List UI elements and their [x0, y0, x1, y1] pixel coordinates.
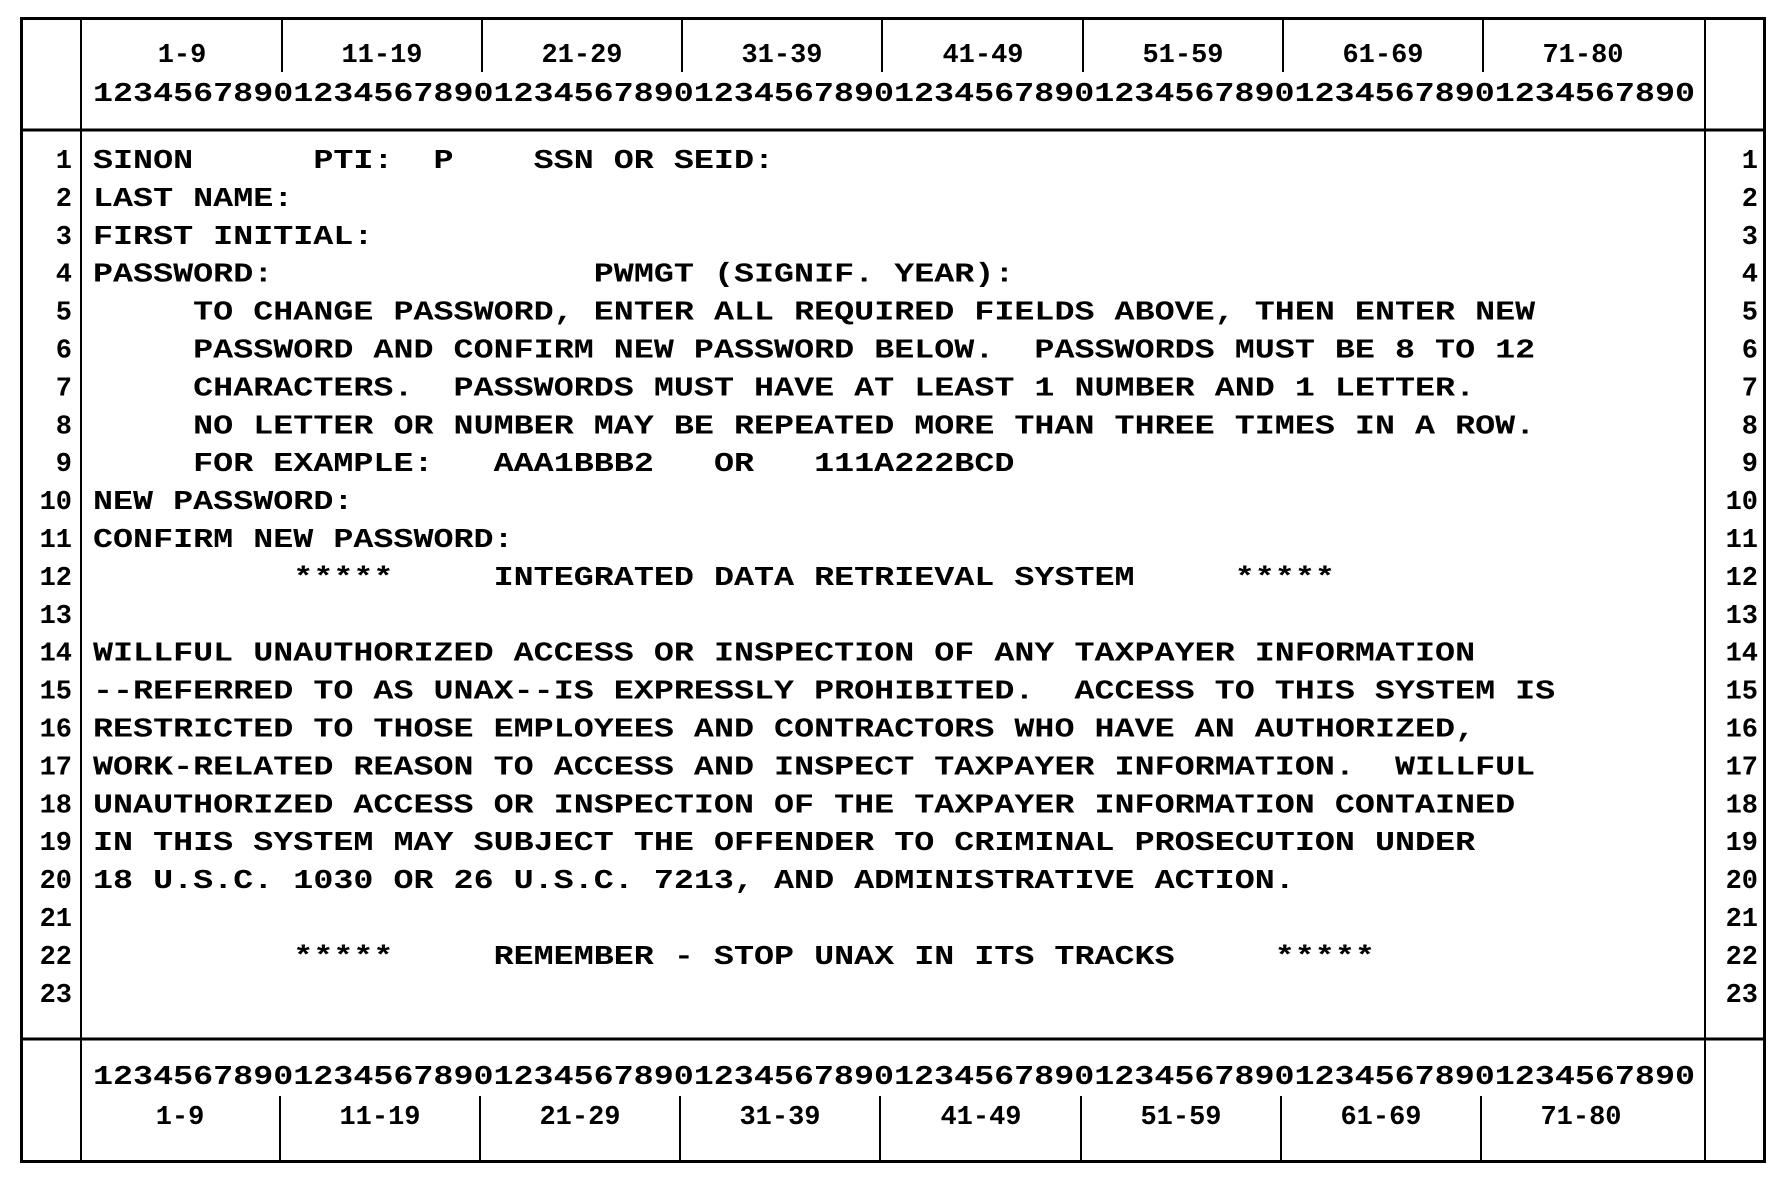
- screen-row-text: FOR EXAMPLE: AAA1BBB2 OR 111A222BCD: [93, 450, 1015, 481]
- screen-row-text: 18 U.S.C. 1030 OR 26 U.S.C. 7213, AND ADMINISTRATIVE ACTION.: [93, 867, 1295, 898]
- ruler-label: 71-80: [1540, 1103, 1622, 1133]
- ruler-label: 21-29: [539, 1103, 621, 1133]
- row-number-right: 12: [1725, 563, 1758, 594]
- top-ruler-digits: 12345678901234567890123456789012345678901234567890123456789012345678901234567890: [93, 80, 1695, 110]
- ruler-label: 61-69: [1340, 1103, 1422, 1133]
- ruler-label: 31-39: [739, 1103, 821, 1133]
- screen-row-text: TO CHANGE PASSWORD, ENTER ALL REQUIRED FIELDS ABOVE, THEN ENTER NEW: [93, 298, 1537, 329]
- ruler-label: 61-69: [1342, 41, 1424, 71]
- row-number-left: 14: [39, 639, 72, 670]
- screen-row-text: --REFERRED TO AS UNAX--IS EXPRESSLY PROHIBITED. ACCESS TO THIS SYSTEM IS: [93, 677, 1556, 708]
- bottom-ruler-digits: 12345678901234567890123456789012345678901234567890123456789012345678901234567890: [93, 1063, 1695, 1093]
- bottom-column-ruler: [93, 1063, 1695, 1133]
- screen-row-text: FIRST INITIAL:: [93, 222, 374, 253]
- row-number-right: 6: [1741, 336, 1758, 367]
- screen-row-text: CHARACTERS. PASSWORDS MUST HAVE AT LEAST 1 NUMBER AND 1 LETTER.: [93, 374, 1476, 405]
- row-number-right: 11: [1725, 526, 1758, 556]
- row-number-left: 10: [39, 488, 72, 519]
- row-number-left: 11: [39, 526, 72, 556]
- ruler-label: 31-39: [741, 41, 823, 71]
- screen-row-text: CONFIRM NEW PASSWORD:: [93, 526, 514, 556]
- ruler-label: 11-19: [341, 41, 423, 71]
- screen-row-text: PASSWORD: PWMGT (SIGNIF. YEAR):: [93, 260, 1015, 291]
- bottom-ruler-labels: [156, 1103, 1622, 1133]
- screen-rows: [40, 147, 1758, 1011]
- row-number-left: 5: [55, 298, 72, 329]
- screen-row-text: PASSWORD AND CONFIRM NEW PASSWORD BELOW. PASSWORDS MUST BE 8 TO 12: [93, 336, 1536, 367]
- row-number-right: 23: [1725, 980, 1758, 1011]
- row-number-left: 21: [39, 905, 72, 935]
- row-number-right: 4: [1741, 260, 1758, 291]
- row-number-right: 15: [1725, 677, 1758, 708]
- ruler-label: 21-29: [541, 41, 623, 71]
- row-number-right: 9: [1741, 450, 1758, 481]
- row-number-right: 17: [1725, 753, 1758, 784]
- row-number-right: 19: [1725, 829, 1758, 860]
- row-number-left: 19: [39, 829, 72, 860]
- row-number-left: 13: [39, 601, 72, 632]
- row-number-left: 22: [39, 942, 72, 973]
- top-column-ruler: [93, 41, 1695, 110]
- screen-row-text: SINON PTI: P SSN OR SEID:: [93, 147, 774, 177]
- row-number-right: 5: [1741, 298, 1758, 329]
- screen-row-text: LAST NAME:: [93, 184, 294, 215]
- ruler-label: 11-19: [339, 1103, 421, 1133]
- row-number-left: 6: [55, 336, 72, 367]
- row-number-left: 9: [55, 450, 72, 481]
- row-number-left: 20: [39, 867, 72, 898]
- screen-row-text: IN THIS SYSTEM MAY SUBJECT THE OFFENDER TO CRIMINAL PROSECUTION UNDER: [93, 829, 1477, 860]
- row-number-right: 18: [1725, 791, 1758, 822]
- ruler-label: 41-49: [940, 1103, 1022, 1133]
- row-number-left: 2: [55, 184, 72, 215]
- row-number-right: 21: [1725, 905, 1758, 935]
- row-number-left: 23: [39, 980, 72, 1011]
- row-number-left: 1: [55, 147, 72, 177]
- row-number-right: 8: [1741, 412, 1758, 443]
- row-number-left: 12: [39, 563, 72, 594]
- row-number-right: 20: [1725, 867, 1758, 898]
- ruler-label: 71-80: [1542, 41, 1624, 71]
- screen-row-text: UNAUTHORIZED ACCESS OR INSPECTION OF THE TAXPAYER INFORMATION CONTAINED: [93, 791, 1516, 822]
- ruler-label: 51-59: [1140, 1103, 1222, 1133]
- ruler-label: 1-9: [155, 1103, 205, 1133]
- row-number-left: 3: [55, 222, 72, 253]
- ruler-label: 1-9: [157, 41, 207, 71]
- row-number-right: 14: [1725, 639, 1758, 670]
- ruler-label: 51-59: [1142, 41, 1224, 71]
- row-number-left: 18: [39, 791, 72, 822]
- row-number-left: 17: [39, 753, 72, 784]
- row-number-right: 16: [1725, 715, 1758, 746]
- row-number-right: 3: [1741, 222, 1758, 253]
- row-number-right: 10: [1725, 488, 1758, 519]
- screen-row-text: WILLFUL UNAUTHORIZED ACCESS OR INSPECTION OF ANY TAXPAYER INFORMATION: [93, 639, 1476, 670]
- row-number-left: 8: [55, 412, 72, 443]
- row-number-left: 15: [39, 677, 72, 708]
- screen-row-text: NO LETTER OR NUMBER MAY BE REPEATED MORE THAN THREE TIMES IN A ROW.: [93, 412, 1536, 443]
- row-number-left: 16: [39, 715, 72, 746]
- row-number-right: 1: [1741, 147, 1758, 177]
- screen-row-text: ***** INTEGRATED DATA RETRIEVAL SYSTEM *****: [93, 563, 1335, 594]
- screen-row-text: WORK-RELATED REASON TO ACCESS AND INSPECT TAXPAYER INFORMATION. WILLFUL: [93, 753, 1536, 784]
- ruler-label: 41-49: [942, 41, 1024, 71]
- screen-row-text: RESTRICTED TO THOSE EMPLOYEES AND CONTRACTORS WHO HAVE AN AUTHORIZED,: [93, 715, 1476, 746]
- row-number-right: 2: [1741, 184, 1758, 215]
- row-number-right: 22: [1725, 942, 1758, 973]
- top-ruler-labels: [158, 41, 1624, 71]
- row-number-right: 7: [1741, 374, 1758, 405]
- row-number-left: 4: [55, 260, 72, 291]
- screen-row-text: ***** REMEMBER - STOP UNAX IN ITS TRACKS *****: [93, 942, 1375, 973]
- row-number-left: 7: [55, 374, 72, 405]
- screen-row-text: NEW PASSWORD:: [93, 488, 354, 519]
- row-number-right: 13: [1725, 601, 1758, 632]
